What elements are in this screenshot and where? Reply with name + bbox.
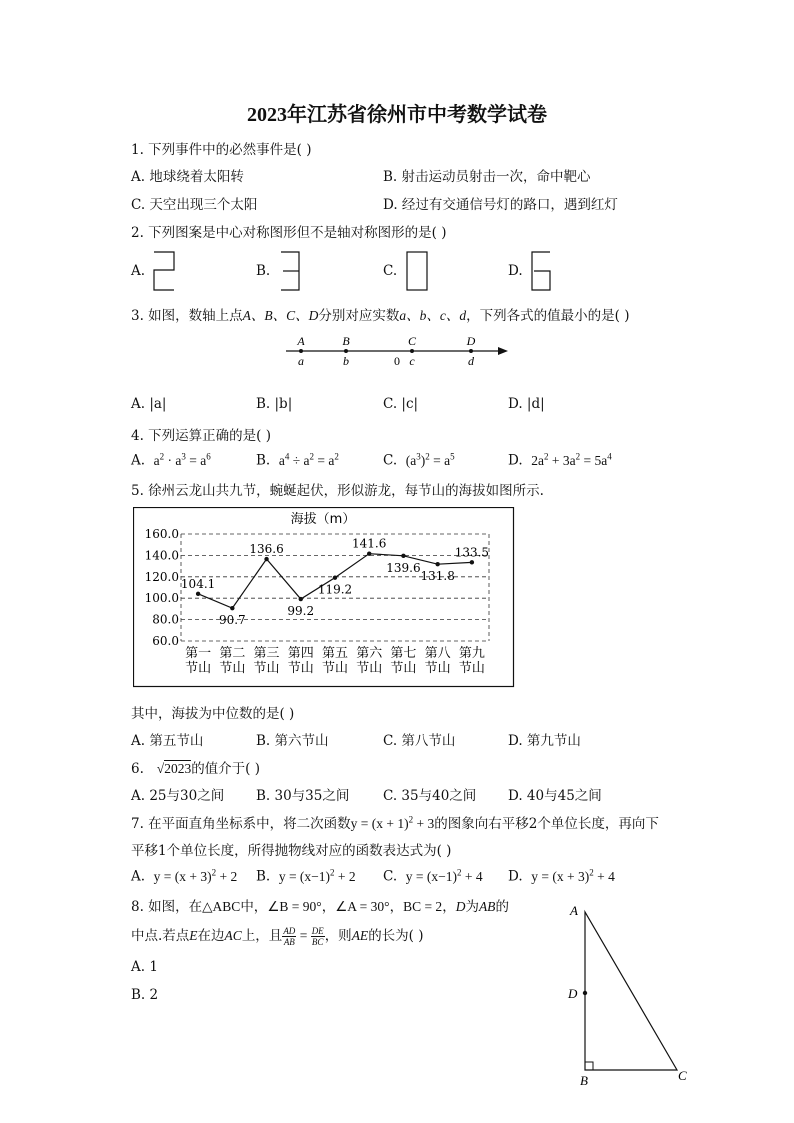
x-category-label: 第七 (390, 646, 417, 661)
q6-option-c: C. 35与40之间 (383, 788, 477, 804)
point-d-label: D (568, 986, 578, 1001)
point-d (583, 991, 587, 995)
x-category-label: 节山 (321, 661, 349, 676)
x-category-label: 第二 (219, 646, 246, 661)
label-b: b (343, 354, 349, 368)
q2-figure-b (277, 248, 307, 294)
q5-option-d: D. 第九节山 (508, 733, 581, 749)
x-category-label: 第九 (458, 646, 485, 661)
x-category-label: 节山 (390, 661, 417, 676)
q5-option-c: C. 第八节山 (383, 733, 456, 749)
q7-option-d: D. $y = (x + 3)^2 + 4$ (508, 867, 615, 885)
data-label: 131.8 (420, 569, 455, 584)
q4-option-d: D. $2a^2 + 3a^2 = 5a^4$ (508, 451, 612, 469)
x-category-label: 节山 (219, 661, 246, 676)
point-a (299, 349, 303, 353)
q1-option-b: B. 射击运动员射击一次，命中靶心 (383, 169, 591, 185)
q2-option-c-label: C. (383, 263, 398, 279)
q8-triangle-figure (560, 898, 700, 1088)
data-label: 119.2 (317, 582, 353, 597)
data-point (299, 597, 303, 601)
q1-option-a: A. 地球绕着太阳转 (131, 169, 244, 185)
q5-stem: 5. 徐州云龙山共九节，蜿蜒起伏，形似游龙，每节山的海拔如图所示. (131, 483, 544, 499)
q8-line2: 中点.若点E在边AC上，且 $\frac{AD}{AB}$ = $\frac{DE}{BC}$ ，则AE的长为( ) (131, 926, 424, 947)
vertex-a-label: A (570, 903, 578, 918)
x-category-label: 第四 (287, 646, 314, 661)
point-b (344, 349, 348, 353)
q6-option-a: A. 25与30之间 (131, 788, 225, 804)
x-category-label: 节山 (458, 661, 485, 676)
data-point (333, 575, 337, 579)
y-tick-label: 100.0 (144, 591, 179, 606)
data-point (196, 592, 200, 596)
label-C: C (407, 334, 417, 348)
q1-stem: 1. 下列事件中的必然事件是( ) (131, 142, 312, 158)
q7-line1: 7. 在平面直角坐标系中，将二次函数$y = (x + 1)^2 + 3$的图象向右平移2个单位长度，再向下 (131, 814, 659, 832)
x-category-label: 节山 (185, 661, 212, 676)
q4-option-c: C. $(a^3)^2 = a^5$ (383, 451, 455, 469)
q3-stem: 3. 如图，数轴上点A、B、C、D分别对应实数a、b、c、d，下列各式的值最小的是( ) (131, 308, 630, 324)
axis-arrow (498, 347, 508, 355)
q8-option-b: B. 2 (131, 987, 159, 1003)
x-category-label: 第三 (253, 646, 280, 661)
q5-option-b: B. 第六节山 (256, 733, 329, 749)
q7-option-c: C. $y = (x-1)^2 + 4$ (383, 867, 483, 885)
q3-option-d: D. |d| (508, 396, 545, 412)
data-label: 133.5 (454, 545, 490, 560)
q7-option-a: A. $y = (x + 3)^2 + 2$ (131, 867, 238, 885)
data-point (470, 560, 474, 564)
q1-option-c: C. 天空出现三个太阳 (131, 197, 258, 213)
q6-radicand: 2023 (164, 761, 192, 776)
data-point (264, 557, 268, 561)
q3-number-line (280, 330, 520, 372)
right-angle-mark (585, 1062, 593, 1070)
q5-altitude-chart (133, 507, 515, 688)
q6-stem: 6. √2023的值介于( ) (131, 761, 261, 777)
x-category-label: 第五 (321, 646, 349, 661)
triangle-abc (585, 912, 677, 1070)
point-c (410, 349, 414, 353)
point-d (469, 349, 473, 353)
q8-option-a: A. 1 (131, 959, 158, 975)
q3-option-a: A. |a| (131, 396, 167, 412)
data-label: 139.6 (386, 560, 421, 575)
vertex-c-label: C (678, 1068, 687, 1083)
y-tick-label: 160.0 (144, 527, 179, 541)
x-category-label: 节山 (424, 661, 451, 676)
q5-after-text: 其中，海拔为中位数的是( ) (131, 706, 295, 722)
x-category-label: 第六 (356, 646, 383, 661)
q2-stem: 2. 下列图案是中心对称图形但不是轴对称图形的是( ) (131, 225, 447, 241)
data-point (230, 606, 234, 610)
q7-option-b: B. $y = (x-1)^2 + 2$ (256, 867, 356, 885)
page-title: 2023年江苏省徐州市中考数学试卷 (247, 104, 547, 126)
q2-figure-a (150, 248, 180, 294)
label-zero: 0 (394, 354, 400, 368)
data-label: 136.6 (249, 542, 284, 557)
q4-option-a: A. $a^2 \cdot a^3 = a^6$ (131, 451, 211, 469)
q5-option-a: A. 第五节山 (131, 733, 204, 749)
y-tick-label: 120.0 (144, 569, 179, 584)
y-tick-label: 140.0 (144, 548, 179, 563)
data-label: 104.1 (180, 576, 216, 591)
q2-figure-d (528, 248, 558, 294)
data-label: 99.2 (287, 604, 315, 619)
y-tick-label: 60.0 (152, 634, 179, 648)
data-point (367, 551, 371, 555)
q4-option-b: B. $a^4 \div a^2 = a^2$ (256, 451, 339, 469)
q2-option-b-label: B. (256, 263, 271, 279)
x-category-label: 节山 (253, 661, 280, 676)
q6-option-b: B. 30与35之间 (256, 788, 350, 804)
q8-line1: 8. 如图，在△ABC中，∠B = 90°，∠A = 30°，BC = 2，D为AB的 (131, 899, 509, 915)
q3-option-c: C. |c| (383, 396, 419, 412)
q2-option-d-label: D. (508, 263, 523, 279)
label-c: c (409, 354, 415, 368)
y-tick-label: 80.0 (152, 612, 179, 627)
data-point (401, 554, 405, 558)
q3-option-b: B. |b| (256, 396, 293, 412)
x-category-label: 第八 (424, 646, 451, 661)
vertex-b-label: B (580, 1073, 588, 1088)
x-category-label: 第一 (185, 646, 212, 661)
q2-figure-c (402, 248, 432, 294)
label-D: D (466, 334, 476, 348)
q4-stem: 4. 下列运算正确的是( ) (131, 428, 271, 444)
q2-option-a-label: A. (131, 263, 146, 279)
x-category-label: 节山 (356, 661, 383, 676)
data-point (435, 562, 439, 566)
label-a: a (298, 354, 304, 368)
data-label: 141.6 (352, 536, 387, 551)
chart-title: 海拔（m） (290, 512, 356, 527)
q1-option-d: D. 经过有交通信号灯的路口，遇到红灯 (383, 197, 618, 213)
label-A: A (297, 334, 305, 348)
x-category-label: 节山 (287, 661, 314, 676)
label-d: d (468, 354, 474, 368)
data-label: 90.7 (218, 613, 246, 628)
label-B: B (342, 334, 350, 348)
q7-line2: 平移1个单位长度，所得抛物线对应的函数表达式为( ) (131, 843, 452, 859)
q6-option-d: D. 40与45之间 (508, 788, 602, 804)
